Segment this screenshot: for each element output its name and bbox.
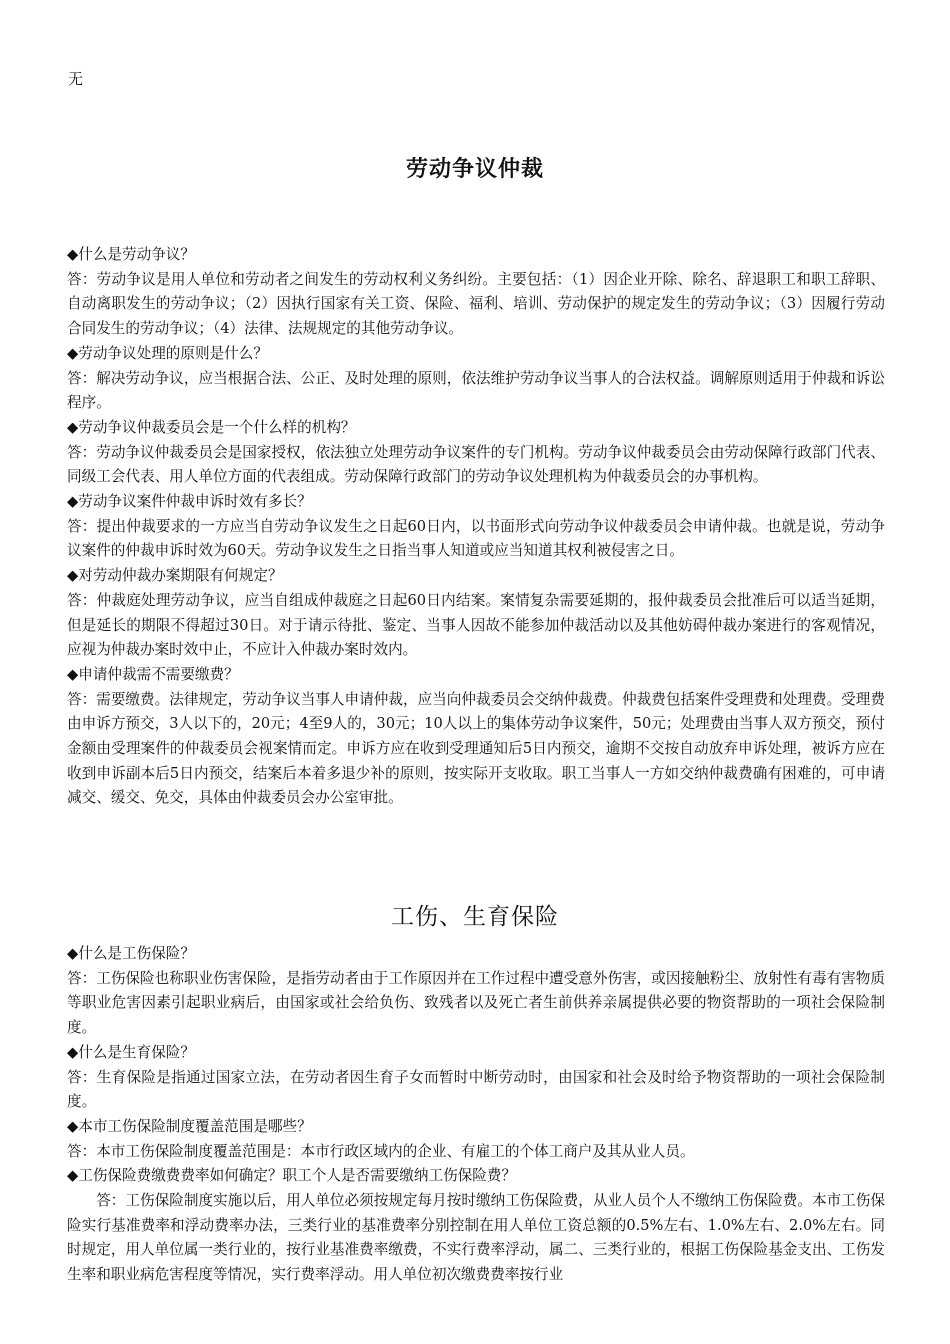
question: ◆什么是生育保险？ — [67, 1043, 195, 1061]
question: ◆什么是劳动争议？ — [67, 246, 195, 263]
answer: 答：工伤保险制度实施以后，用人单位必须按规定每月按时缴纳工伤保险费，从业人员个人不缴纳工伤保险费。本市工伤保险实行基准费率和浮动费率办法，三类行业的基准费率分别控制在用人单位工资总额的0.5%左右、1.0%左右、2.0%左右。同时规定，用人单位属一类行业的，按行业基准费率缴费，不实行费率浮动，属二、三类行业的，根据工伤保险基金支出、工伤发生率和职业病危害程度等情况，实行费率浮动。用人单位初次缴费费率按行业 — [67, 1192, 885, 1284]
answer: 答：工伤保险也称职业伤害保险，是指劳动者由于工作原因并在工作过程中遭受意外伤害，或因接触粉尘、放射性有毒有害物质等职业危害因素引起职业病后，由国家或社会给负伤、致残者以及死亡者生前供养亲属提供必要的物资帮助的一项社会保险制度。 — [67, 969, 885, 1037]
answer: 答：提出仲裁要求的一方应当自劳动争议发生之日起60日内，以书面形式向劳动争议仲裁委员会申请仲裁。也就是说，劳动争议案件的仲裁申诉时效为60天。劳动争议发生之日指当事人知道或应当知道其权利被侵害之日。 — [67, 517, 885, 560]
answer: 答：需要缴费。法律规定，劳动争议当事人申请仲裁，应当向仲裁委员会交纳仲裁费。仲裁费包括案件受理费和处理费。受理费由申诉方预交，3人以下的，20元；4至9人的，30元；10人以上的集体劳动争议案件，50元；处理费由当事人双方预交，预付金额由受理案件的仲裁委员会视案情而定。申诉方应在收到受理通知后5日内预交，逾期不交按自动放弃申诉处理，被诉方应在收到申诉副本后5日内预交，结案后本着多退少补的原则，按实际开支收取。职工当事人一方如交纳仲裁费确有困难的，可申请减交、缓交、免交，具体由仲裁委员会办公室审批。 — [67, 690, 885, 807]
header-note: 无 — [68, 70, 84, 88]
section-labor-arbitration — [67, 243, 885, 811]
answer: 答：仲裁庭处理劳动争议，应当自组成仲裁庭之日起60日内结案。案情复杂需要延期的，报仲裁委员会批准后可以适当延期，但是延长的期限不得超过30日。对于请示待批、鉴定、当事人因故不能参加仲裁活动以及其他妨碍仲裁办案进行的客观情况，应视为仲裁办案时效中止，不应计入仲裁办案时效内。 — [67, 591, 885, 659]
section-title-labor-arbitration: 劳动争议仲裁 — [405, 157, 544, 182]
question: ◆什么是工伤保险？ — [67, 945, 195, 962]
question: ◆对劳动仲裁办案期限有何规定？ — [67, 567, 283, 585]
question: ◆劳动争议处理的原则是什么？ — [67, 344, 268, 362]
question: ◆本市工伤保险制度覆盖范围是哪些？ — [67, 1117, 312, 1135]
question: ◆劳动争议仲裁委员会是一个什么样的机构？ — [67, 418, 356, 436]
answer: 答：生育保险是指通过国家立法，在劳动者因生育子女而暂时中断劳动时，由国家和社会及时给予物资帮助的一项社会保险制度。 — [67, 1068, 885, 1111]
question: ◆申请仲裁需不需要缴费？ — [67, 665, 239, 683]
answer: 答：本市工伤保险制度覆盖范围是：本市行政区域内的企业、有雇工的个体工商户及其从业人员。 — [67, 1142, 695, 1160]
section-title-injury-maternity: 工伤、生育保险 — [391, 904, 559, 930]
question: ◆劳动争议案件仲裁申诉时效有多长？ — [67, 493, 312, 511]
answer: 答：劳动争议是用人单位和劳动者之间发生的劳动权利义务纠纷。主要包括：（1）因企业开除、除名、辞退职工和职工辞职、自动离职发生的劳动争议；（2）因执行国家有关工资、保险、福利、培训、劳动保护的规定发生的劳动争议；（3）因履行劳动合同发生的劳动争议；（4）法律、法规规定的其他劳动争议。 — [67, 270, 885, 338]
answer: 答：劳动争议仲裁委员会是国家授权，依法独立处理劳动争议案件的专门机构。劳动争议仲裁委员会由劳动保障行政部门代表、同级工会代表、用人单位方面的代表组成。劳动保障行政部门的劳动争议处理机构为仲裁委员会的办事机构。 — [67, 443, 885, 486]
question: ◆工伤保险费缴费费率如何确定？职工个人是否需要缴纳工伤保险费？ — [67, 1167, 517, 1185]
answer: 答：解决劳动争议，应当根据合法、公正、及时处理的原则，依法维护劳动争议当事人的合法权益。调解原则适用于仲裁和诉讼程序。 — [67, 369, 885, 412]
section-injury-maternity — [67, 942, 885, 1288]
